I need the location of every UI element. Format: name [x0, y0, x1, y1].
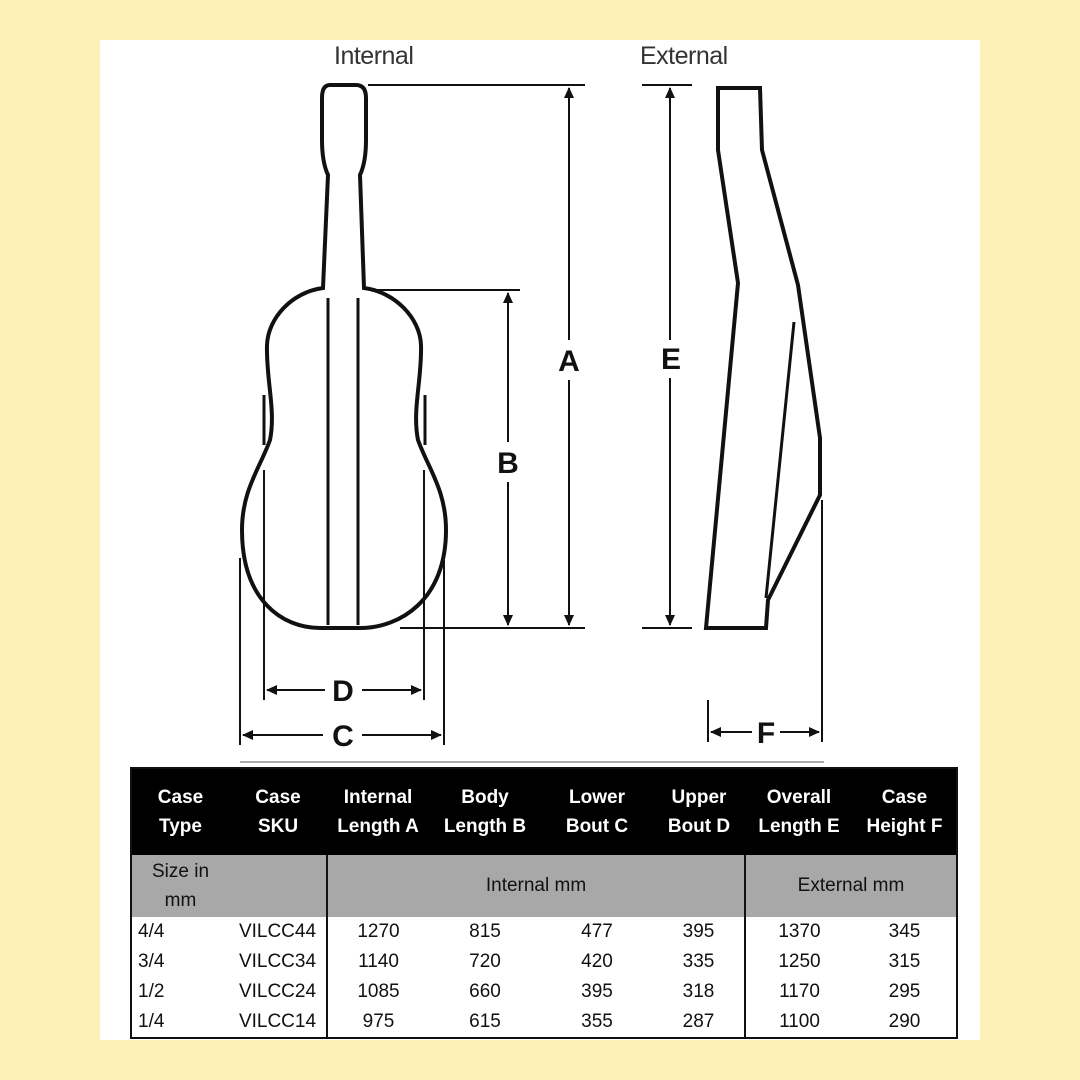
header-overall-length-e: Overall Length E: [745, 768, 853, 855]
header-case-height-f: Case Height F: [853, 768, 957, 855]
external-case-outline: [706, 88, 820, 628]
label-c: C: [332, 720, 354, 753]
internal-mm-label: Internal mm: [327, 855, 745, 917]
internal-title: Internal: [334, 42, 414, 70]
table-row: 1/2 VILCC24 1085 660 395 318 1170 295: [131, 977, 957, 1007]
size-in-mm-label: Size in mm: [131, 855, 229, 917]
case-dimensions-table: [130, 767, 958, 1039]
header-body-length-b: Body Length B: [429, 768, 541, 855]
header-lower-bout-c: Lower Bout C: [541, 768, 653, 855]
table-subheader-row: [131, 855, 957, 917]
label-f: F: [756, 717, 776, 750]
label-d: D: [332, 675, 354, 708]
table-row: 3/4 VILCC34 1140 720 420 335 1250 315: [131, 947, 957, 977]
internal-case-outline: [242, 85, 446, 628]
table-row: 1/4 VILCC14 975 615 355 287 1100 290: [131, 1007, 957, 1038]
table-row: 4/4 VILCC44 1270 815 477 395 1370 345: [131, 917, 957, 947]
header-internal-length-a: Internal Length A: [327, 768, 429, 855]
header-upper-bout-d: Upper Bout D: [653, 768, 745, 855]
external-mm-label: External mm: [745, 855, 957, 917]
header-case-type: Case Type: [131, 768, 229, 855]
table-header-row: [131, 768, 957, 855]
external-title: External: [640, 42, 728, 70]
label-a: A: [558, 345, 580, 378]
label-e: E: [660, 343, 682, 376]
header-case-sku: Case SKU: [229, 768, 327, 855]
label-b: B: [497, 447, 519, 480]
